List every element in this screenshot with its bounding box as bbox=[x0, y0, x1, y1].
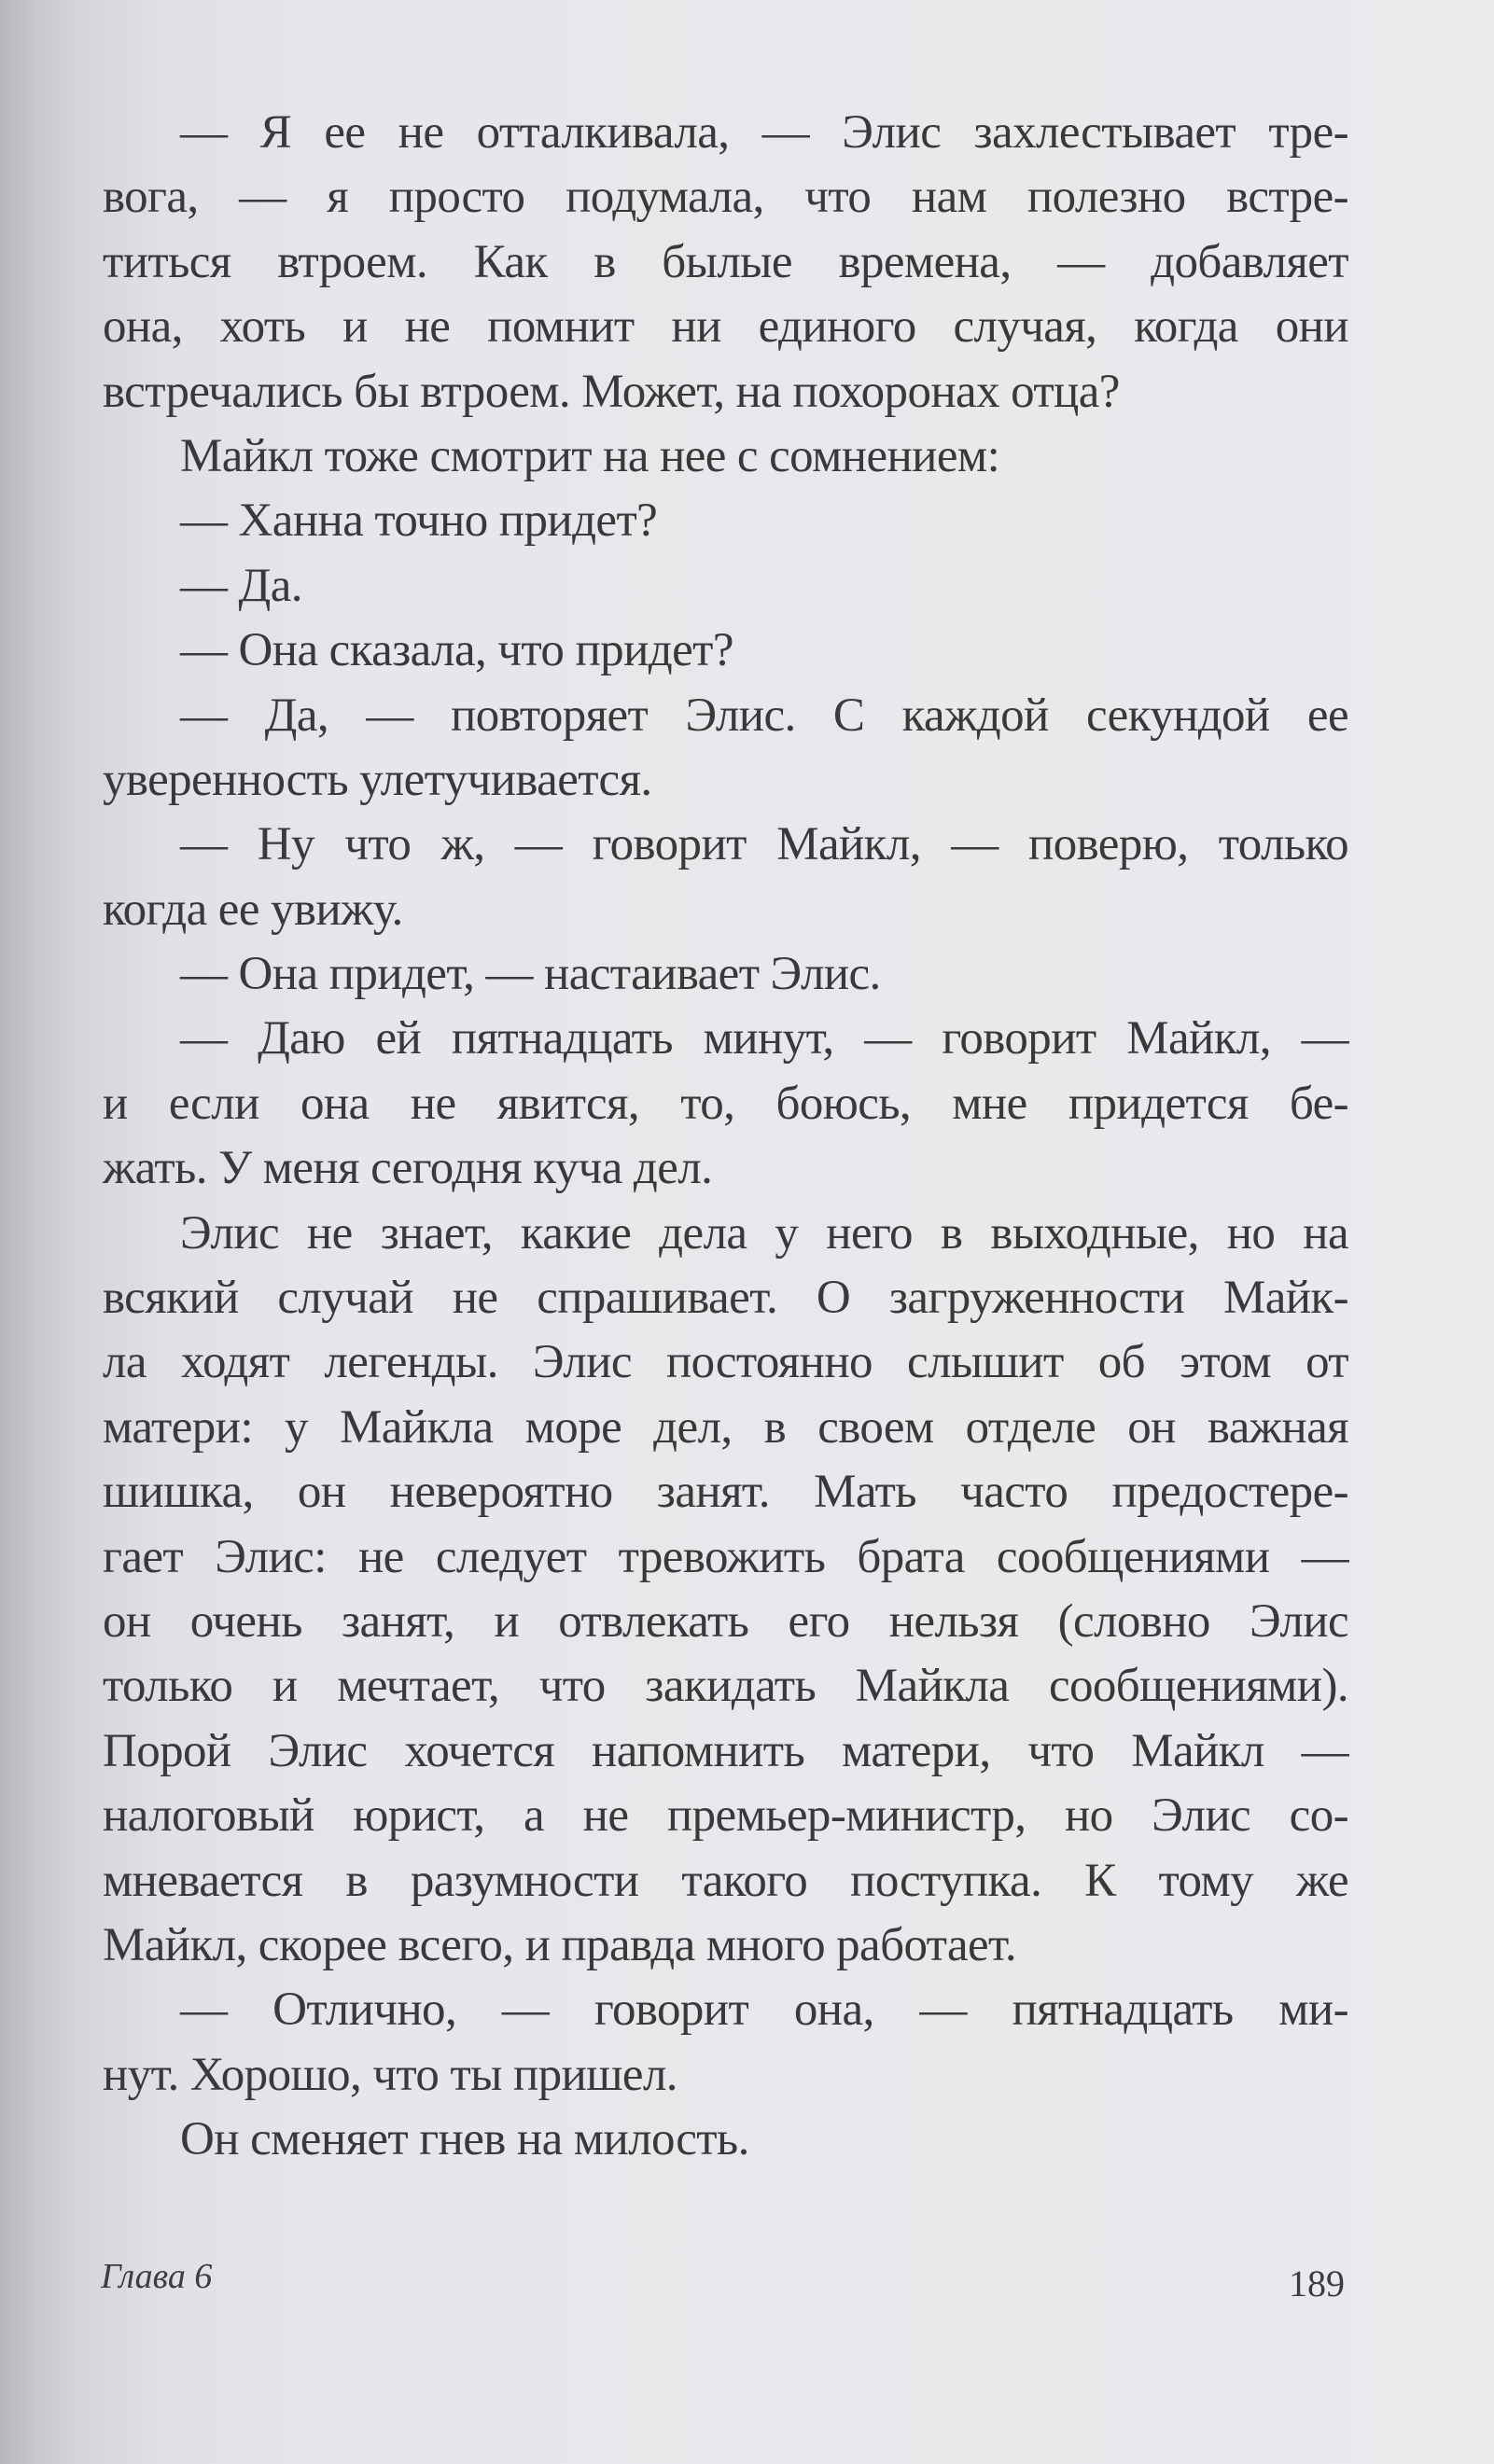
text-line: только и мечтает, что закидать Майкла сообщениями). bbox=[103, 1660, 1348, 1713]
text-line: налоговый юрист, а не премьер-министр, но Элис со- bbox=[103, 1789, 1348, 1843]
text-line: она, хоть и не помнит ни единого случая, когда они bbox=[103, 300, 1348, 354]
text-line: Он сменяет гнев на милость. bbox=[180, 2113, 749, 2166]
text-line: — Она сказала, что придет? bbox=[180, 624, 733, 677]
text-line: шишка, он невероятно занят. Мать часто предостере- bbox=[103, 1466, 1348, 1519]
text-line: вога, — я просто подумала, что нам полезно встре- bbox=[103, 171, 1348, 224]
text-line: жать. У меня сегодня куча дел. bbox=[103, 1142, 713, 1195]
text-line: когда ее увижу. bbox=[103, 883, 403, 936]
text-line: матери: у Майкла море дел, в своем отделе он важная bbox=[103, 1400, 1348, 1454]
text-line: Майкл тоже смотрит на нее с сомнением: bbox=[180, 429, 1000, 482]
text-line: всякий случай не спрашивает. О загруженности Майк- bbox=[103, 1272, 1348, 1325]
text-line: — Ну что ж, — говорит Майкл, — поверю, только bbox=[180, 818, 1348, 871]
text-line: — Ханна точно придет? bbox=[180, 494, 658, 548]
text-line: гает Элис: не следует тревожить брата сообщениями — bbox=[103, 1530, 1348, 1583]
text-line: уверенность улетучивается. bbox=[103, 753, 652, 806]
text-line: — Она придет, — настаивает Элис. bbox=[180, 948, 881, 1001]
text-line: Майкл, скорее всего, и правда много работает. bbox=[103, 1918, 1017, 1971]
text-line: нут. Хорошо, что ты пришел. bbox=[103, 2048, 677, 2101]
text-line: — Да, — повторяет Элис. С каждой секундой ее bbox=[180, 689, 1348, 742]
running-footer-chapter: Глава 6 bbox=[101, 2257, 213, 2296]
text-line: Порой Элис хочется напомнить матери, что Майкл — bbox=[103, 1724, 1348, 1777]
text-line: ла ходят легенды. Элис постоянно слышит об этом от bbox=[103, 1336, 1348, 1389]
text-line: он очень занят, и отвлекать его нельзя (словно Элис bbox=[103, 1594, 1348, 1648]
text-line: титься втроем. Как в былые времена, — добавляет bbox=[103, 235, 1348, 288]
text-line: — Я ее не отталкивала, — Элис захлестывает тре- bbox=[180, 106, 1348, 159]
text-line: — Отлично, — говорит она, — пятнадцать ми- bbox=[180, 1984, 1348, 2037]
body-text bbox=[103, 101, 1348, 2173]
text-line: Элис не знает, какие дела у него в выходные, но на bbox=[180, 1206, 1348, 1260]
text-line: и если она не явится, то, боюсь, мне придется бе- bbox=[103, 1077, 1348, 1130]
page-number: 189 bbox=[1289, 2262, 1345, 2304]
text-line: — Даю ей пятнадцать минут, — говорит Майкл, — bbox=[180, 1012, 1348, 1065]
text-line: — Да. bbox=[180, 559, 302, 612]
text-line: мневается в разумности такого поступка. К тому же bbox=[103, 1854, 1348, 1907]
text-line: встречались бы втроем. Может, на похоронах отца? bbox=[103, 365, 1120, 418]
